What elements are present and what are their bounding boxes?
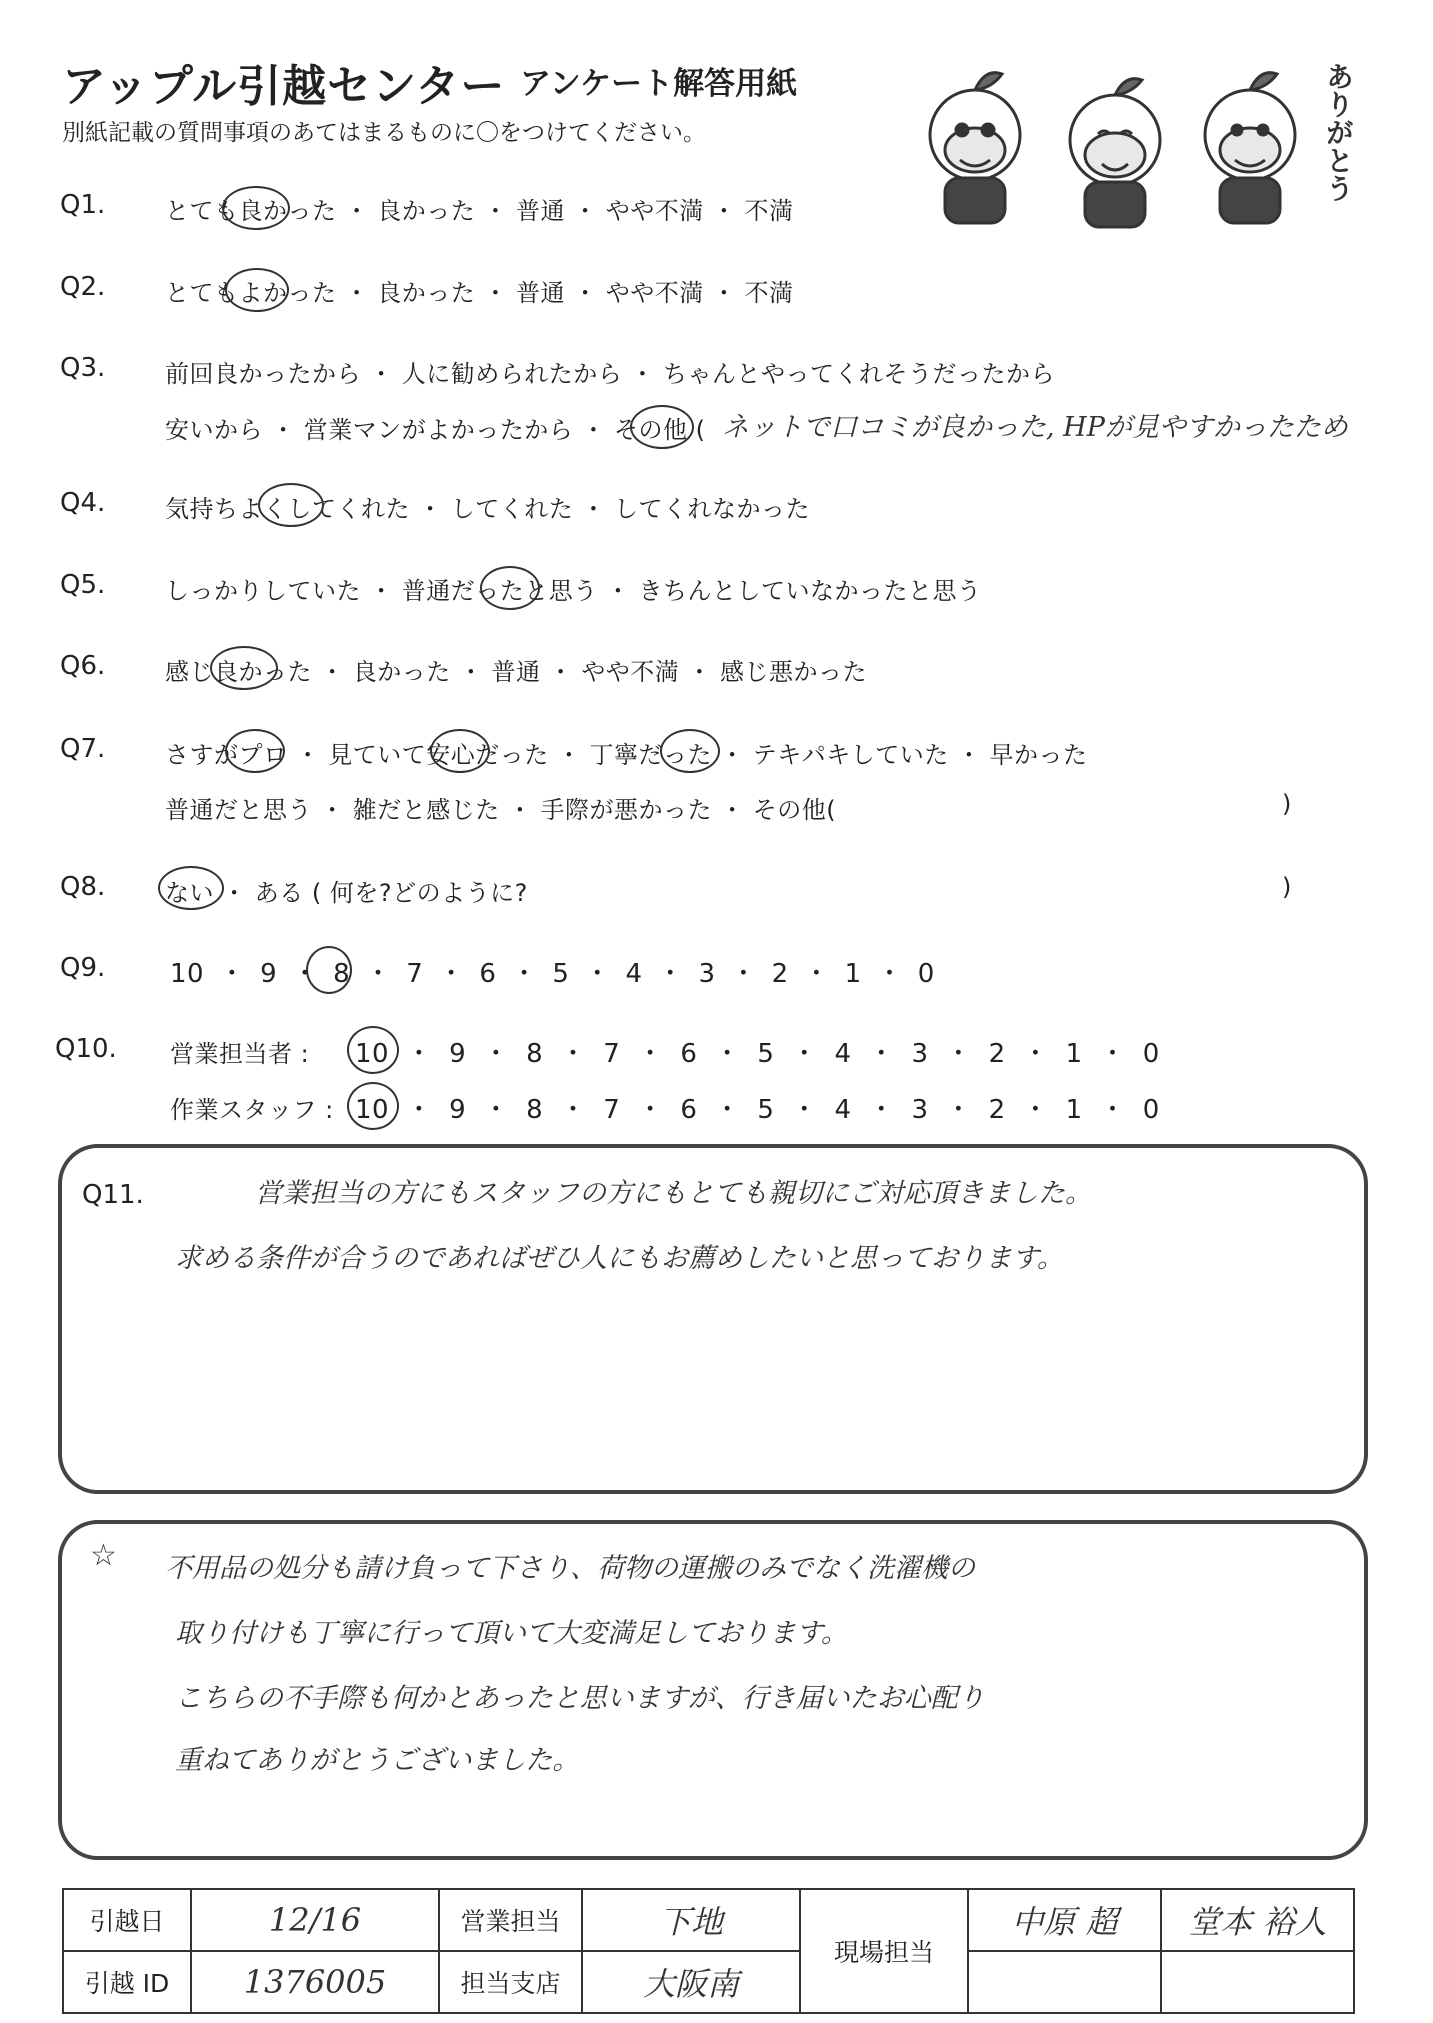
free-comment-line1: 不用品の処分も請け負って下さり、荷物の運搬のみでなく洗濯機の [165, 1553, 975, 1584]
q10-staff-scale: 10 ・ 9 ・ 8 ・ 7 ・ 6 ・ 5 ・ 4 ・ 3 ・ 2 ・ 1 ・ 0 [355, 1095, 1160, 1125]
branch-value: 大阪南 [582, 1951, 800, 2013]
empty-cell [1161, 1951, 1354, 2013]
q10-sales-label: 営業担当者 : [170, 1040, 310, 1068]
q3-options-line1: 前回良かったから ・ 人に勧められたから ・ ちゃんとやってくれそうだったから [165, 360, 1056, 388]
answer-circle [225, 268, 289, 312]
move-date-label: 引越日 [63, 1889, 191, 1951]
q10-label: Q10. [55, 1034, 117, 1064]
free-comment-line3: こちらの不手際も何かとあったと思いますが、行き届いたお心配り [175, 1683, 985, 1714]
sales-rep-value: 下地 [582, 1889, 800, 1951]
answer-circle [480, 566, 540, 610]
answer-circle [158, 866, 224, 910]
q7-close-paren: ) [1282, 790, 1292, 818]
q4-label: Q4. [60, 488, 106, 518]
q11-label: Q11. [82, 1180, 144, 1210]
answer-circle [210, 646, 278, 690]
answer-circle [630, 405, 694, 449]
monkey-icon [930, 73, 1020, 223]
q8-options: ない ・ ある ( 何を?どのように? [165, 879, 528, 907]
q5-label: Q5. [60, 570, 106, 600]
move-id-label: 引越 ID [63, 1951, 191, 2013]
answer-circle [660, 729, 720, 773]
q8-label: Q8. [60, 872, 106, 902]
q3-handwritten-answer: ネットで口コミが良かった, HPが見やすかったため [722, 412, 1348, 443]
monkey-icon [1205, 73, 1295, 223]
q10-staff-label: 作業スタッフ : [170, 1096, 334, 1124]
mascot-illustration [890, 60, 1350, 235]
q3-label: Q3. [60, 353, 106, 383]
q5-options: しっかりしていた ・ 普通だったと思う ・ きちんとしていなかったと思う [165, 577, 982, 605]
answer-circle [225, 729, 285, 773]
q11-comment-line1: 営業担当の方にもスタッフの方にもとても親切にご対応頂きました。 [255, 1178, 1092, 1209]
q1-label: Q1. [60, 190, 106, 220]
free-comment-line4: 重ねてありがとうございました。 [175, 1745, 580, 1776]
q7-label: Q7. [60, 734, 106, 764]
site-staff-2: 堂本 裕人 [1161, 1889, 1354, 1951]
company-title: アップル引越センター [62, 61, 506, 112]
answer-circle [306, 946, 352, 994]
q10-sales-scale: 10 ・ 9 ・ 8 ・ 7 ・ 6 ・ 5 ・ 4 ・ 3 ・ 2 ・ 1 ・ 0 [355, 1039, 1160, 1069]
q4-options: 気持ちよくしてくれた ・ してくれた ・ してくれなかった [165, 495, 811, 523]
answer-circle [430, 729, 490, 773]
move-id-value: 1376005 [191, 1951, 439, 2013]
empty-cell [968, 1951, 1161, 2013]
q1-options: とても良かった ・ 良かった ・ 普通 ・ やや不満 ・ 不満 [165, 197, 794, 225]
site-staff-1: 中原 超 [968, 1889, 1161, 1951]
answer-circle [347, 1026, 399, 1074]
q7-options-line1: さすがプロ ・ 見ていて安心だった ・ 丁寧だった ・ テキパキしていた ・ 早かった [165, 741, 1088, 769]
q8-close-paren: ) [1282, 873, 1292, 901]
q2-options: とてもよかった ・ 良かった ・ 普通 ・ やや不満 ・ 不満 [165, 279, 794, 307]
branch-label: 担当支店 [439, 1951, 582, 2013]
form-subtitle: アンケート解答用紙 [520, 66, 798, 102]
q2-label: Q2. [60, 272, 106, 302]
q9-scale: 10 ・ 9 ・ 8 ・ 7 ・ 6 ・ 5 ・ 4 ・ 3 ・ 2 ・ 1 ・ 0 [170, 959, 935, 989]
thanks-text: ありがとう [1322, 62, 1355, 202]
monkey-icon [1070, 79, 1160, 227]
footer-info-table [62, 1888, 1355, 2014]
q6-label: Q6. [60, 651, 106, 681]
move-date-value: 12/16 [191, 1889, 439, 1951]
instruction-text: 別紙記載の質問事項のあてはまるものに〇をつけてください。 [62, 120, 706, 146]
free-comment-line2: 取り付けも丁寧に行って頂いて大変満足しております。 [175, 1618, 848, 1649]
star-icon: ☆ [90, 1538, 117, 1573]
q3-options-line2: 安いから ・ 営業マンがよかったから ・ その他 ( [165, 416, 706, 444]
q7-options-line2: 普通だと思う ・ 雑だと感じた ・ 手際が悪かった ・ その他( [165, 796, 837, 824]
q9-label: Q9. [60, 953, 106, 983]
answer-circle [258, 483, 324, 527]
answer-circle [222, 186, 290, 230]
q11-comment-line2: 求める条件が合うのであればぜひ人にもお薦めしたいと思っております。 [175, 1243, 1064, 1274]
answer-circle [347, 1082, 399, 1130]
sales-rep-label: 営業担当 [439, 1889, 582, 1951]
site-staff-label: 現場担当 [800, 1889, 968, 2013]
q6-options: 感じ良かった ・ 良かった ・ 普通 ・ やや不満 ・ 感じ悪かった [165, 658, 868, 686]
